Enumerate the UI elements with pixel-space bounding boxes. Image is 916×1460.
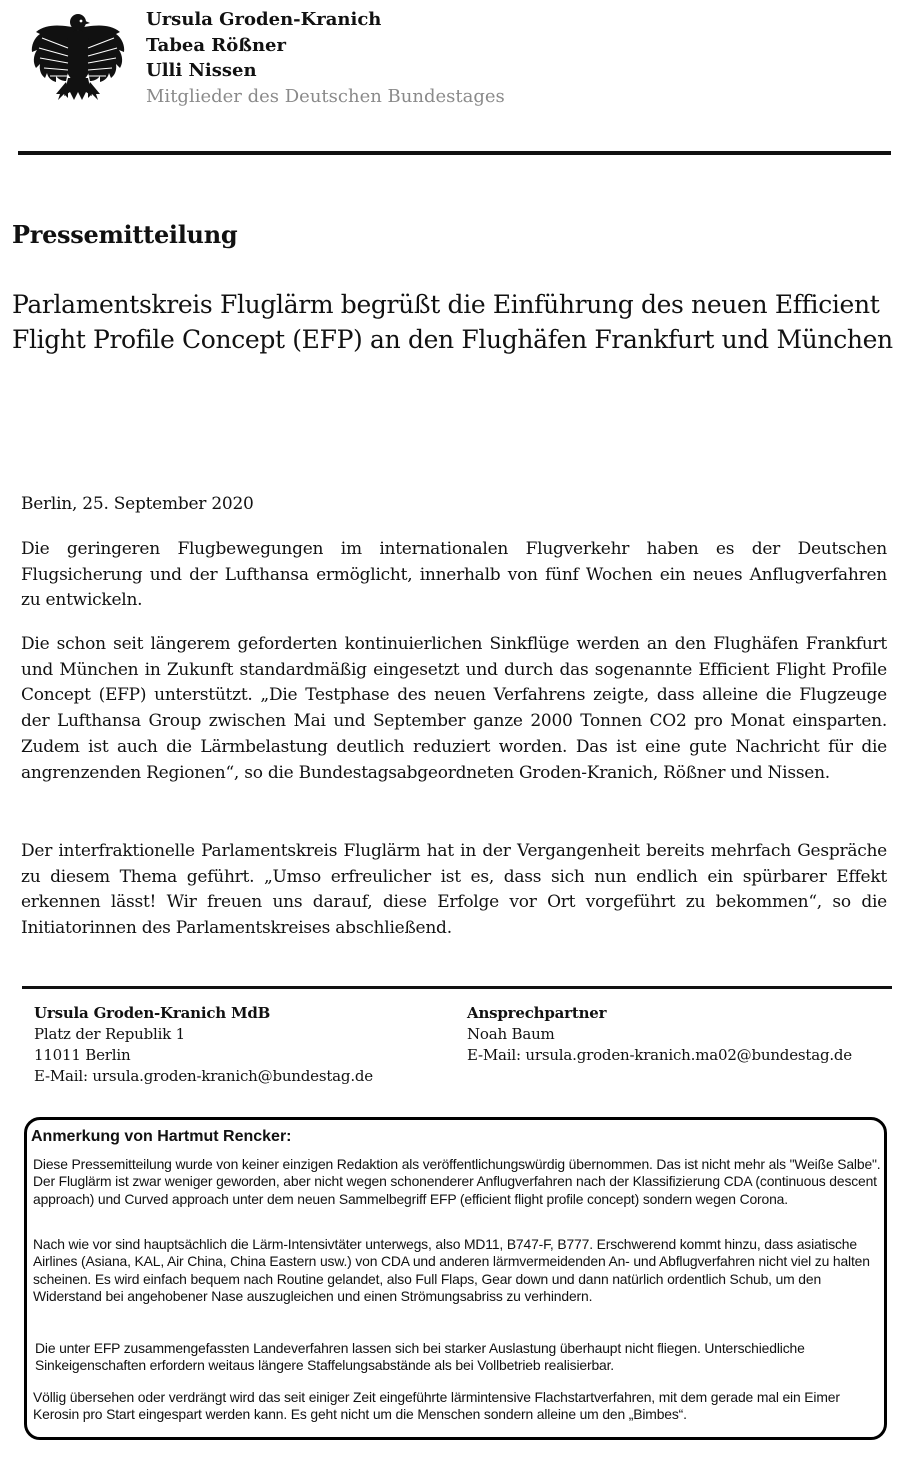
contact-name: Ursula Groden-Kranich MdB	[34, 1004, 271, 1022]
contact-name: Noah Baum	[467, 1025, 555, 1043]
footer-divider	[22, 986, 892, 989]
body-paragraph: Der interfraktionelle Parlamentskreis Fluglärm hat in der Vergangenheit bereits mehrfach Gespräche zu diesem Thema geführt. „Umso erfreulicher ist es, dass sich nun endlich ein spürbarer Effekt erkennen lässt! Wir freuen uns darauf, diese Erfolge vor Ort vorgeführt zu bekommen“, so die Initiatorinnen des Parlamentskreises abschließend.	[21, 841, 887, 939]
bundestag-eagle-icon	[28, 8, 128, 104]
dateline: Berlin, 25. September 2020	[21, 494, 254, 514]
header-name: Ulli Nissen	[146, 60, 257, 81]
contact-block-right	[467, 1003, 852, 1066]
contact-city: 11011 Berlin	[34, 1046, 131, 1064]
body-paragraph: Die schon seit längerem geforderten kontinuierlichen Sinkflüge werden an den Flughäfen Frankfurt und München in Zukunft standardmäßig eingesetzt und durch das sogenannte Efficient Flight Profile Concept (EFP) unterstützt. „Die Testphase des neuen Verfahrens zeigte, dass alleine die Flugzeuge der Lufthansa Group zwischen Mai und September ganze 2000 Tonnen CO2 pro Monat einsparten. Zudem ist auch die Lärmbelastung deutlich reduziert worden. Das ist eine gute Nachricht für die angrenzenden Regionen“, so die Bundestagsabgeordneten Groden-Kranich, Rößner und Nissen.	[21, 634, 887, 783]
header-divider	[18, 151, 891, 155]
contact-street: Platz der Republik 1	[34, 1025, 185, 1043]
note-paragraph: Die unter EFP zusammengefassten Landeverfahren lassen sich bei starker Auslastung überhaupt nicht fliegen. Unterschiedliche Sinkeigenschaften erfordern weitaus längere Staffelungsabstände als bei Vollbetrieb realisierbar.	[35, 1340, 805, 1374]
header-name: Tabea Rößner	[146, 34, 286, 56]
contact-block-left	[34, 1003, 373, 1087]
header-names	[146, 7, 505, 109]
contact-heading: Ansprechpartner	[467, 1004, 607, 1022]
document-type: Pressemitteilung	[12, 220, 238, 249]
note-paragraph: Nach wie vor sind hauptsächlich die Lärm-Intensivtäter unterwegs, also MD11, B747-F, B777. Erschwerend kommt hinzu, dass asiatische Airlines (Asiana, KAL, Air China, China Eastern usw.) von CDA und anderen lärmvermeidenden An- und Abflugverfahren nicht viel zu halten scheinen. Es wird einfach bequem nach Routine gelandet, also Full Flaps, Gear down und dann natürlich ordentlich Schub, um den Widerstand bei angehobener Nase auszugleichen und einen Strömungsabriss zu verhindern.	[33, 1236, 870, 1304]
header-organization: Mitglieder des Deutschen Bundestages	[146, 85, 505, 107]
body-paragraph: Die geringeren Flugbewegungen im internationalen Flugverkehr haben es der Deutschen Flugsicherung und der Lufthansa ermöglicht, innerhalb von fünf Wochen ein neues Anflugverfahren zu entwickeln.	[21, 539, 887, 611]
note-paragraph: Diese Pressemitteilung wurde von keiner einzigen Redaktion als veröffentlichungswürdig übernommen. Das ist nicht mehr als "Weiße Salbe". Der Fluglärm ist zwar weniger geworden, aber nicht wegen schonenderer Anflugverfahren nach der Klassifizierung CDA (continuous descent approach) und Curved approach unter dem neuen Sammelbegriff EFP (efficient flight profile concept) sondern wegen Corona.	[33, 1156, 881, 1207]
note-paragraph: Völlig übersehen oder verdrängt wird das seit einiger Zeit eingeführte lärmintensive Flachstartverfahren, mit dem gerade mal ein Eimer Kerosin pro Start eingespart werden kann. Es geht nicht um die Menschen sondern alleine um den „Bimbes“.	[33, 1389, 840, 1423]
note-title: Anmerkung von Hartmut Rencker:	[31, 1128, 292, 1145]
contact-email: E-Mail: ursula.groden-kranich@bundestag.de	[34, 1067, 373, 1085]
headline: Parlamentskreis Fluglärm begrüßt die Einführung des neuen Efficient Flight Profile Concept (EFP) an den Flughäfen Frankfurt und München	[12, 290, 893, 354]
contact-email: E-Mail: ursula.groden-kranich.ma02@bundestag.de	[467, 1046, 852, 1064]
header-name: Ursula Groden-Kranich	[146, 9, 382, 30]
